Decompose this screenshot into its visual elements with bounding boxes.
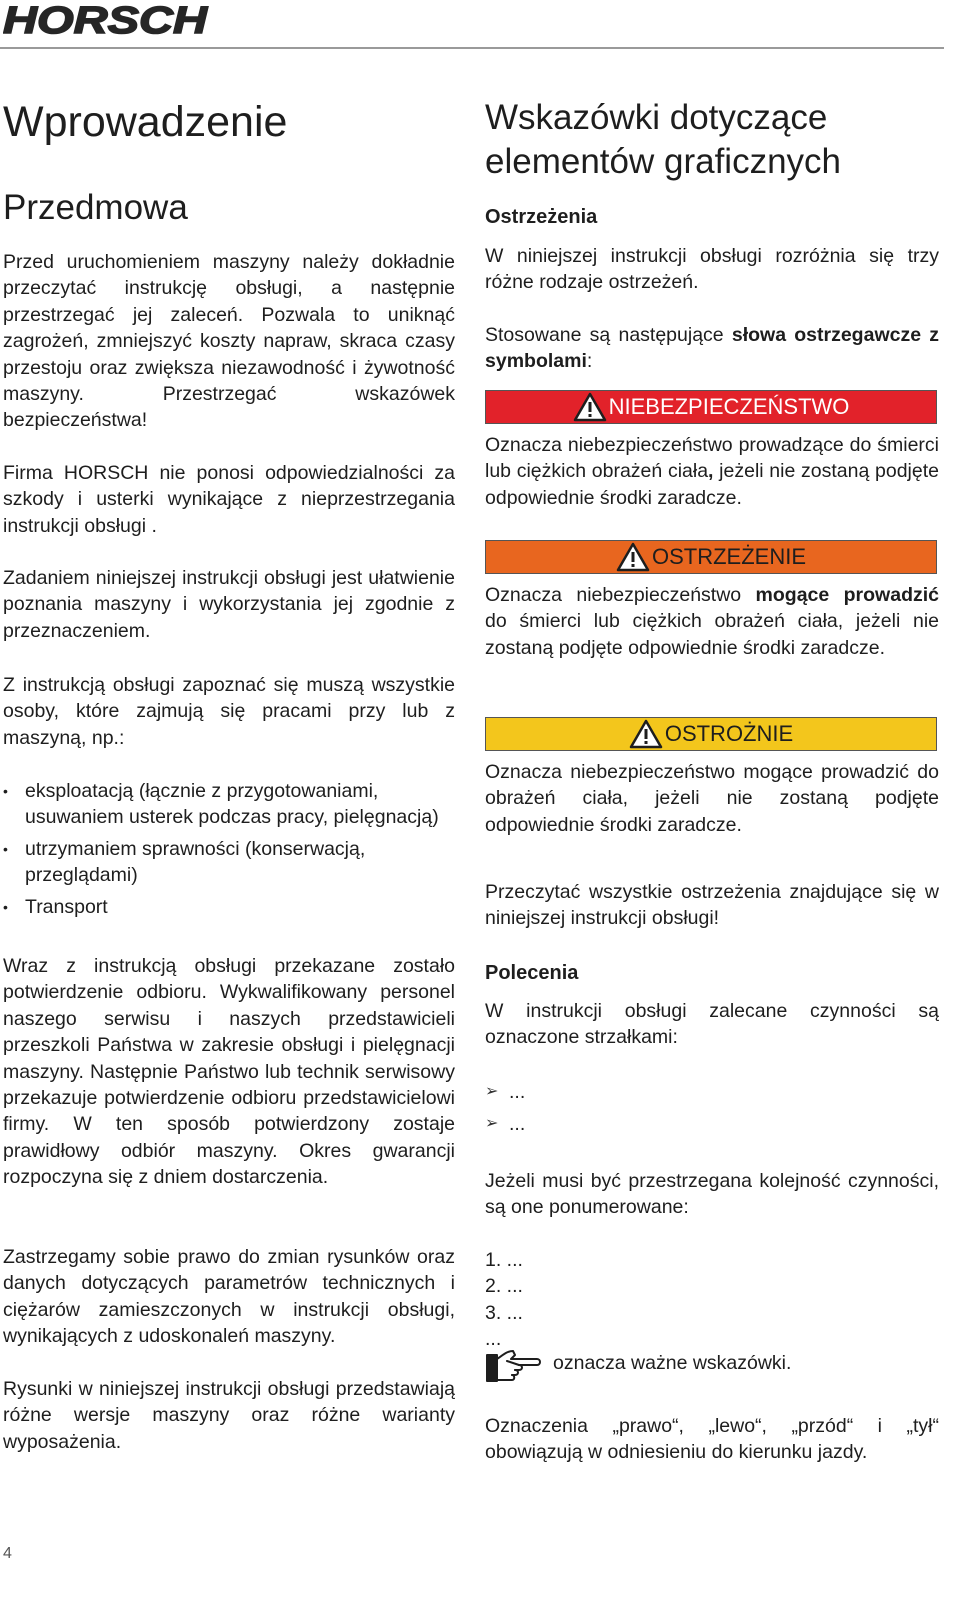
- paragraph-handover: Wraz z instrukcją obsługi przekazane zostało potwierdzenie odbioru. Wykwalifikowany personel naszego serwisu i naszych przedstawicieli przeszkoli Państwa w zakresie obsługi i pielęgnacji maszyny. Następnie Państwo lub technik serwisowy przekazuje potwierdzenie odbioru przedstawicielowi firmy. W ten sposób potwierdzony zostaje prawidłowy odbiór maszyny. Okres gwarancji rozpoczyna się z dniem dostarczenia.: [3, 955, 455, 1189]
- paragraph-directions: Oznaczenia „prawo“, „lewo“, „przód“ i „tył“ obowiązują w odniesieniu do kierunku jazdy.: [485, 1415, 939, 1464]
- hand-note-text: oznacza ważne wskazówki.: [553, 1352, 792, 1374]
- caution-sign: [485, 717, 937, 751]
- list-item: • Transport: [3, 894, 455, 920]
- paragraph-intro: Przed uruchomieniem maszyny należy dokładnie przeczytać instrukcję obsługi, a następnie przestrzegać jej zaleceń. Pozwala to uniknąć zagrożeń, zmniejszyć koszty napraw, skraca czasy przestoju oraz zwiększa niezawodność i żywotność maszyny. Przestrzegać wskazówek bezpieczeństwa!: [3, 251, 455, 432]
- text-run: do śmierci lub ciężkich obrażeń ciała, jeżeli nie zostaną podjęte odpowiednie środki zaradcze.: [485, 610, 939, 659]
- bullet-list: [3, 778, 455, 925]
- paragraph-drawings: Rysunki w niniejszej instrukcji obsługi przedstawiają różne wersje maszyny oraz różne warianty wyposażenia.: [3, 1378, 455, 1453]
- header-divider: [0, 47, 944, 49]
- paragraph-warning-types: W niniejszej instrukcji obsługi rozróżnia się trzy różne rodzaje ostrzeżeń.: [485, 245, 939, 294]
- text-run-bold: ,: [708, 460, 714, 483]
- list-item: • eksploatacją (łącznie z przygotowaniami, usuwaniem usterek podczas pracy, pielęgnacją): [3, 778, 455, 831]
- section-title-graphics-line1: Wskazówki dotyczące: [485, 98, 828, 137]
- list-item: • utrzymaniem sprawności (konserwacją, przeglądami): [3, 836, 455, 889]
- pointing-hand-icon: [485, 1347, 543, 1385]
- paragraph-purpose: Zadaniem niniejszej instrukcji obsługi jest ułatwienie poznania maszyny i wykorzystania jej zgodnie z przeznaczeniem.: [3, 567, 455, 642]
- list-item: ...: [485, 1328, 502, 1351]
- text-run: Stosowane są następujące: [485, 324, 732, 346]
- text-run-bold: słowa ostrzegawcze z symbolami: [485, 324, 939, 373]
- list-item: [485, 1108, 939, 1140]
- paragraph-read-warnings: Przeczytać wszystkie ostrzeżenia znajdujące się w niniejszej instrukcji obsługi!: [485, 881, 939, 930]
- danger-sign: [485, 390, 937, 424]
- list-item: 2. ...: [485, 1275, 523, 1298]
- subheading-commands: Polecenia: [485, 962, 579, 984]
- list-item: 1. ...: [485, 1249, 523, 1271]
- logo-text: HORSCH: [3, 2, 209, 38]
- paragraph-liability: Firma HORSCH nie ponosi odpowiedzialności za szkody i usterki wynikające z nieprzestrzegania instrukcji obsługi .: [3, 462, 455, 537]
- text-run: :: [586, 350, 593, 373]
- subheading-warnings: Ostrzeżenia: [485, 206, 598, 228]
- warning-label: OSTRZEŻENIE: [651, 544, 806, 569]
- horsch-logo: [3, 2, 211, 38]
- section-title-przedmowa: Przedmowa: [3, 188, 188, 227]
- text-run-bold: mogące prowadzić: [755, 584, 939, 606]
- paragraph-commands: W instrukcji obsługi zalecane czynności są oznaczone strzałkami:: [485, 1000, 939, 1049]
- text-run: Oznacza niebezpieczeństwo: [485, 584, 756, 606]
- arrow-list: [485, 1076, 939, 1140]
- page-number: 4: [3, 1545, 12, 1562]
- section-title-graphics-line2: elementów graficznych: [485, 142, 841, 181]
- danger-label: NIEBEZPIECZEŃSTWO: [608, 394, 850, 419]
- arrowhead-icon: ➢: [485, 1115, 499, 1132]
- paragraph-numbering: Jeżeli musi być przestrzegana kolejność czynności, są one ponumerowane:: [485, 1170, 939, 1219]
- warning-triangle-icon: [573, 392, 607, 422]
- paragraph-caution-meaning: Oznacza niebezpieczeństwo mogące prowadzić do obrażeń ciała, jeżeli nie zostaną podjęte odpowiednie środki zaradcze.: [485, 761, 939, 836]
- paragraph-signal-words: [485, 322, 939, 375]
- list-item-text: ...: [509, 1113, 526, 1135]
- chapter-title: Wprowadzenie: [3, 98, 288, 146]
- list-item: [485, 1076, 939, 1108]
- paragraph-audience: Z instrukcją obsługi zapoznać się muszą wszystkie osoby, które zajmują się pracami przy lub z maszyną, np.:: [3, 674, 455, 749]
- text-run: Oznacza niebezpieczeństwo prowadzące do śmierci lub ciężkich obrażeń ciała: [485, 434, 939, 483]
- list-item-text: ...: [509, 1081, 526, 1103]
- warning-sign: [485, 540, 937, 574]
- arrowhead-icon: ➢: [485, 1083, 499, 1100]
- text-run: jeżeli nie zostaną podjęte odpowiednie środki zaradcze.: [485, 460, 939, 509]
- warning-triangle-icon: [616, 542, 650, 572]
- paragraph-changes: Zastrzegamy sobie prawo do zmian rysunków oraz danych dotyczących parametrów technicznych i ciężarów zamieszczonych w instrukcji obsługi, wynikających z udoskonaleń maszyny.: [3, 1246, 455, 1348]
- paragraph-warning-meaning: [485, 582, 939, 661]
- list-item: 3. ...: [485, 1301, 523, 1324]
- numbered-list: [485, 1247, 939, 1353]
- warning-triangle-icon: [629, 719, 663, 749]
- caution-label: OSTROŻNIE: [664, 721, 794, 746]
- paragraph-danger-meaning: [485, 432, 939, 511]
